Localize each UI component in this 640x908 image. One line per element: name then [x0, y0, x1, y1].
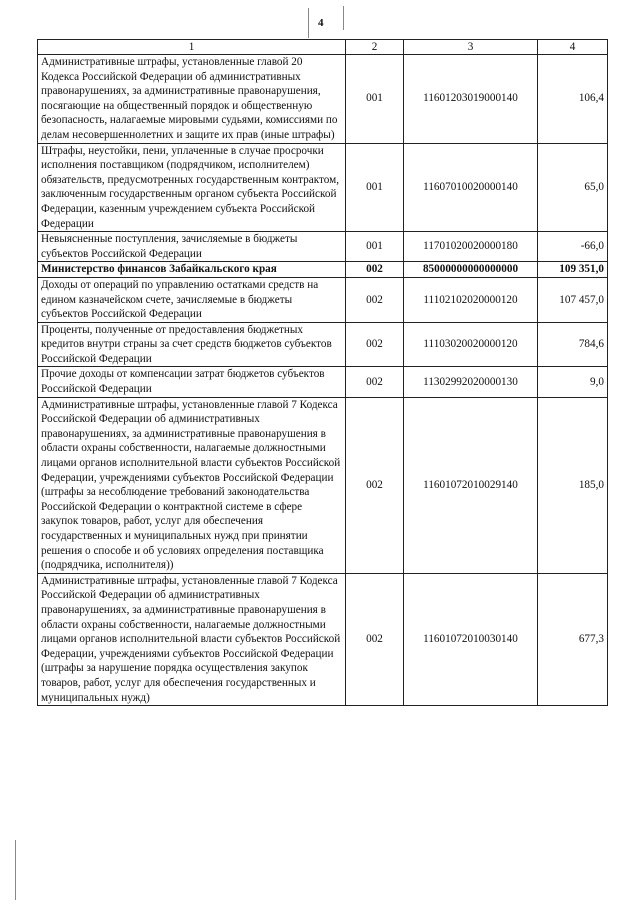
table-row — [38, 322, 608, 367]
table-row — [38, 55, 608, 144]
amount-cell: 185,0 — [538, 397, 608, 573]
budget-code-cell: 11302992020000130 — [404, 367, 538, 397]
table-row — [38, 397, 608, 573]
budget-code-cell: 11601203019000140 — [404, 55, 538, 144]
description-cell: Штрафы, неустойки, пени, уплаченные в случае просрочки исполнения поставщиком (подрядчиком, исполнителем) обязательств, предусмотренных государственным контрактом, заключенным государственным органом субъекта Российской Федерации, казенным учреждением субъекта Российской Федерации — [38, 143, 346, 232]
description-cell: Министерство финансов Забайкальского края — [38, 262, 346, 278]
admin-code-cell: 001 — [346, 232, 404, 262]
budget-code-cell: 11601072010029140 — [404, 397, 538, 573]
table-row — [38, 232, 608, 262]
table-row — [38, 277, 608, 322]
table-header-row — [38, 40, 608, 55]
revenue-table — [37, 39, 608, 706]
budget-code-cell: 11607010020000140 — [404, 143, 538, 232]
budget-code-cell: 11601072010030140 — [404, 573, 538, 705]
amount-cell: 107 457,0 — [538, 277, 608, 322]
admin-code-cell: 002 — [346, 573, 404, 705]
scan-artifact-line — [15, 840, 16, 900]
table-row — [38, 143, 608, 232]
amount-cell: 106,4 — [538, 55, 608, 144]
header-cell: 2 — [346, 40, 404, 55]
admin-code-cell: 002 — [346, 322, 404, 367]
amount-cell: 677,3 — [538, 573, 608, 705]
amount-cell: 9,0 — [538, 367, 608, 397]
description-cell: Административные штрафы, установленные главой 7 Кодекса Российской Федерации об административных правонарушениях, за административные правонарушения в области охраны собственности, налагаемые должностными лицами органов исполнительной власти субъектов Российской Федерации, учреждениями субъектов Российской Федерации (штрафы за несоблюдение требований законодательства Российской Федерации о контрактной системе в сфере закупок товаров, работ, услуг для обеспечения государственных и муниципальных нужд при принятии решения о способе и об условиях определения поставщика (подрядчика, исполнителя)) — [38, 397, 346, 573]
admin-code-cell: 002 — [346, 277, 404, 322]
header-cell: 3 — [404, 40, 538, 55]
table-row-ministry — [38, 262, 608, 278]
header-cell: 1 — [38, 40, 346, 55]
description-cell: Административные штрафы, установленные главой 20 Кодекса Российской Федерации об административных правонарушениях, за административные правонарушения, посягающие на общественный порядок и общественную безопасность, налагаемые мировыми судьями, комиссиями по делам несовершеннолетних и защите их прав (иные штрафы) — [38, 55, 346, 144]
admin-code-cell: 001 — [346, 55, 404, 144]
scan-artifact-line — [308, 8, 309, 38]
description-cell: Невыясненные поступления, зачисляемые в бюджеты субъектов Российской Федерации — [38, 232, 346, 262]
budget-code-cell: 11103020020000120 — [404, 322, 538, 367]
admin-code-cell: 001 — [346, 143, 404, 232]
description-cell: Доходы от операций по управлению остатками средств на едином казначейском счете, зачисляемые в бюджеты субъектов Российской Федерации — [38, 277, 346, 322]
page-number: 4 — [318, 17, 324, 29]
budget-code-cell: 85000000000000000 — [404, 262, 538, 278]
admin-code-cell: 002 — [346, 397, 404, 573]
amount-cell: -66,0 — [538, 232, 608, 262]
description-cell: Прочие доходы от компенсации затрат бюджетов субъектов Российской Федерации — [38, 367, 346, 397]
budget-code-cell: 11701020020000180 — [404, 232, 538, 262]
amount-cell: 109 351,0 — [538, 262, 608, 278]
admin-code-cell: 002 — [346, 367, 404, 397]
description-cell: Административные штрафы, установленные главой 7 Кодекса Российской Федерации об административных правонарушениях, за административные правонарушения в области охраны собственности, налагаемые должностными лицами органов исполнительной власти субъектов Российской Федерации, учреждениями субъектов Российской Федерации (штрафы за нарушение порядка осуществления закупок товаров, работ, услуг для обеспечения государственных и муниципальных нужд) — [38, 573, 346, 705]
scan-artifact-line — [343, 6, 344, 30]
amount-cell: 784,6 — [538, 322, 608, 367]
admin-code-cell: 002 — [346, 262, 404, 278]
table-row — [38, 367, 608, 397]
header-cell: 4 — [538, 40, 608, 55]
table-row — [38, 573, 608, 705]
description-cell: Проценты, полученные от предоставления бюджетных кредитов внутри страны за счет средств бюджетов субъектов Российской Федерации — [38, 322, 346, 367]
budget-code-cell: 11102102020000120 — [404, 277, 538, 322]
amount-cell: 65,0 — [538, 143, 608, 232]
